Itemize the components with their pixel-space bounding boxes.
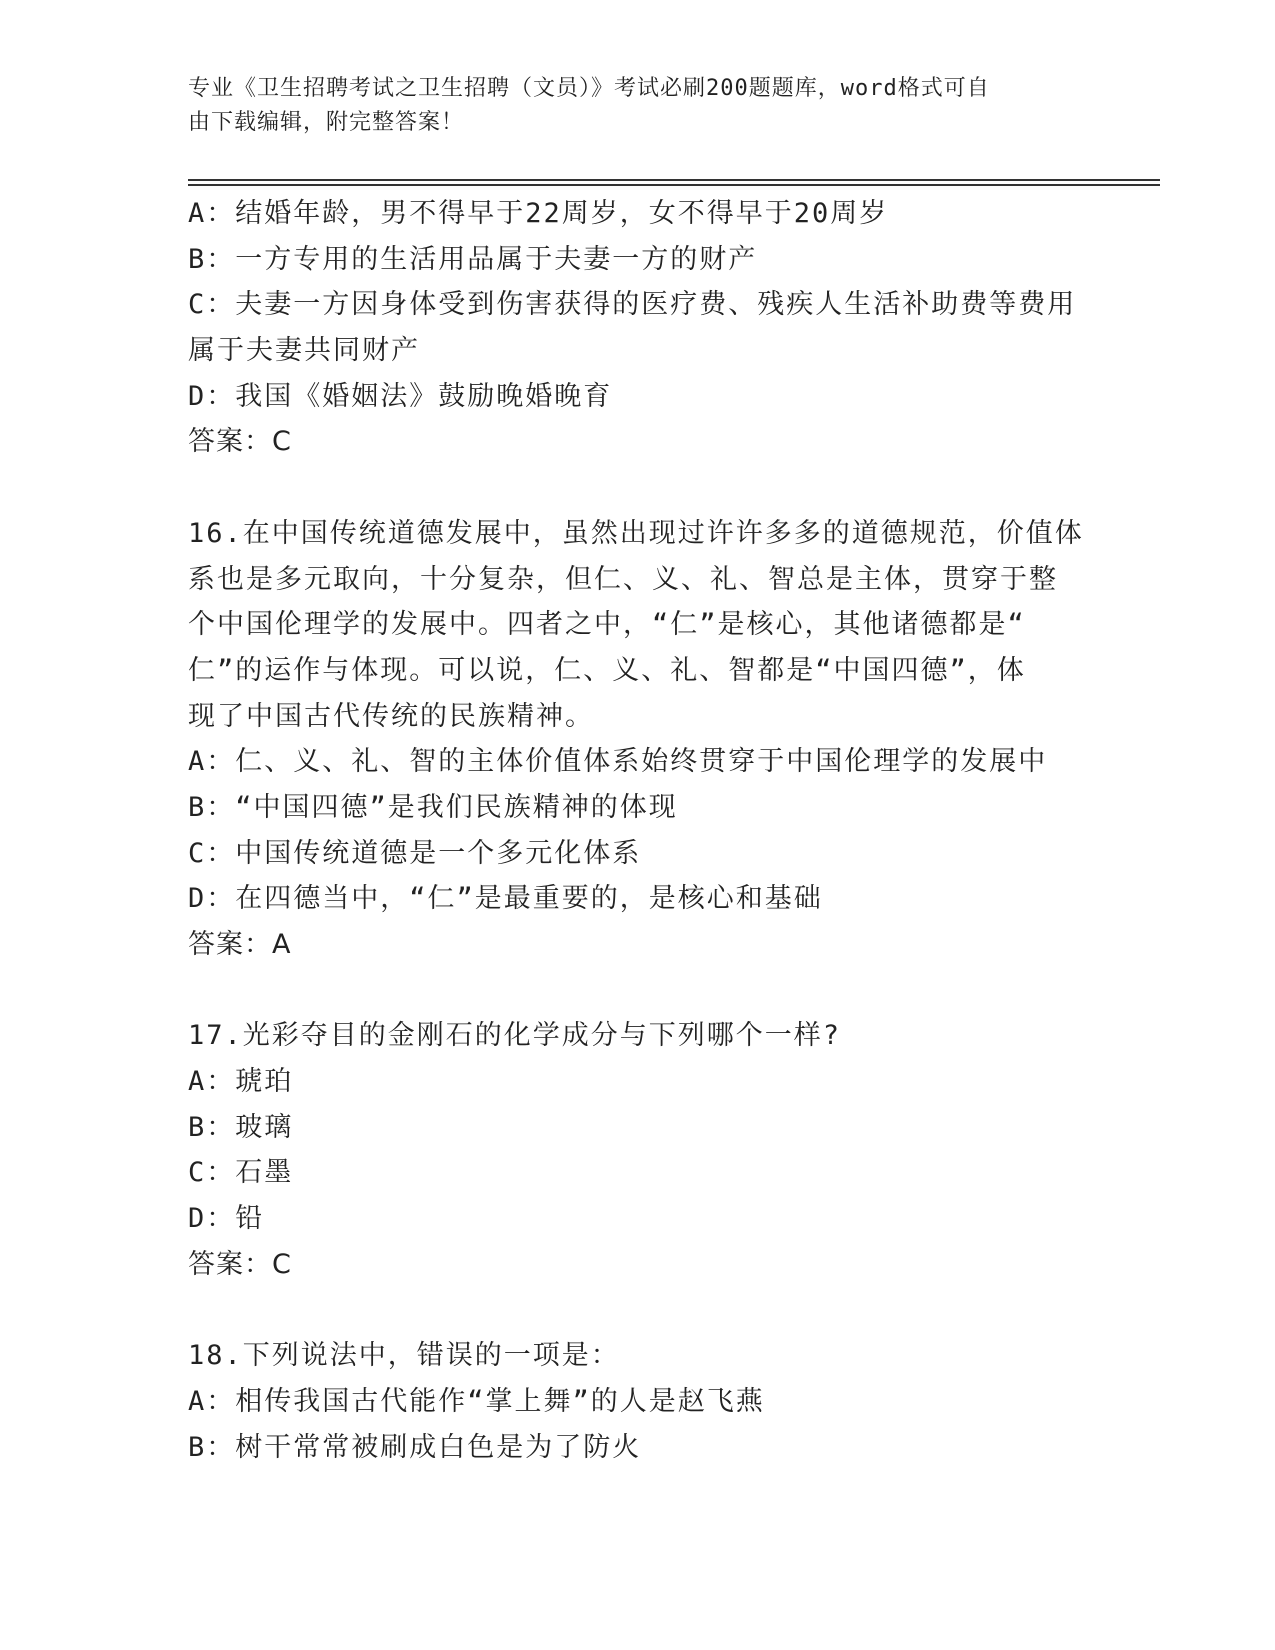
option-a: A：仁、义、礼、智的主体价值体系始终贯穿于中国伦理学的发展中	[188, 746, 1048, 778]
question-16	[188, 511, 1088, 968]
question-stem: 18.下列说法中，错误的一项是：	[188, 1340, 620, 1372]
question-15-tail	[188, 191, 1088, 465]
question-stem: 仁”的运作与体现。可以说，仁、义、礼、智都是“中国四德”，体	[188, 654, 1026, 686]
option-b: B：“中国四德”是我们民族精神的体现	[188, 791, 678, 823]
question-list	[188, 191, 1088, 1470]
option-a: A：琥珀	[188, 1066, 294, 1098]
option-b: B：树干常常被刷成白色是为了防火	[188, 1431, 642, 1463]
option-c: C：夫妻一方因身体受到伤害获得的医疗费、残疾人生活补助费等费用	[188, 289, 1077, 321]
header-divider-top	[188, 179, 1160, 181]
header-divider-bottom	[188, 184, 1160, 186]
option-b: B：一方专用的生活用品属于夫妻一方的财产	[188, 243, 758, 275]
option-c-continued: 属于夫妻共同财产	[188, 335, 420, 367]
question-stem: 个中国伦理学的发展中。四者之中，“仁”是核心，其他诸德都是“	[188, 609, 1026, 641]
spacer	[188, 968, 1088, 1014]
question-stem: 16.在中国传统道德发展中，虽然出现过许许多多的道德规范，价值体	[188, 517, 1084, 549]
document-header	[188, 72, 1068, 140]
question-stem: 现了中国古代传统的民族精神。	[188, 700, 594, 732]
option-d: D：在四德当中，“仁”是最重要的，是核心和基础	[188, 883, 823, 915]
spacer	[188, 1288, 1088, 1334]
option-c: C：中国传统道德是一个多元化体系	[188, 837, 642, 869]
answer: 答案：C	[188, 426, 292, 458]
option-c: C：石墨	[188, 1157, 294, 1189]
header-line-1: 专业《卫生招聘考试之卫生招聘（文员）》考试必刷200题题库，word格式可自	[188, 76, 990, 101]
option-d: D：我国《婚姻法》鼓励晚婚晚育	[188, 380, 613, 412]
question-stem: 17.光彩夺目的金刚石的化学成分与下列哪个一样?	[188, 1020, 842, 1052]
option-a: A：结婚年龄，男不得早于22周岁，女不得早于20周岁	[188, 198, 889, 229]
option-d: D：铅	[188, 1203, 265, 1235]
answer: 答案：C	[188, 1248, 292, 1280]
question-17	[188, 1013, 1088, 1287]
question-stem: 系也是多元取向，十分复杂，但仁、义、礼、智总是主体，贯穿于整	[188, 563, 1058, 595]
answer: 答案：A	[188, 929, 292, 960]
question-18	[188, 1333, 1088, 1470]
option-b: B：玻璃	[188, 1111, 294, 1143]
option-a: A：相传我国古代能作“掌上舞”的人是赵飞燕	[188, 1385, 765, 1417]
spacer	[188, 465, 1088, 511]
header-line-2: 由下载编辑，附完整答案！	[188, 110, 465, 135]
